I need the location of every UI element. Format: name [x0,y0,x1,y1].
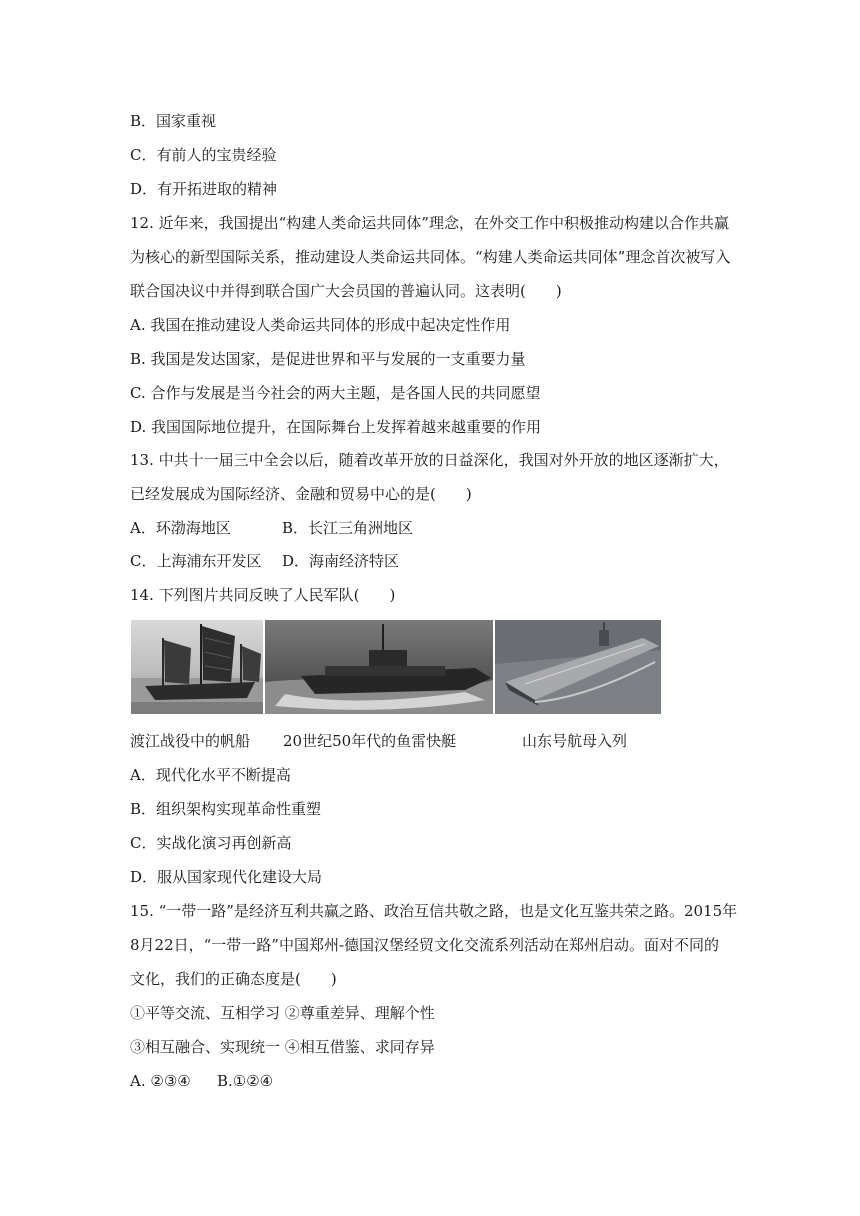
caption-torpedo-boat: 20世纪50年代的鱼雷快艇 [283,732,457,750]
q12-option-d: D. 我国国际地位提升，在国际舞台上发挥着越来越重要的作用 [130,418,542,436]
q15-stem-line-1: 15. “一带一路”是经济互利共赢之路、政治互信共敬之路，也是文化互鉴共荣之路。2015年 [130,902,738,920]
q14-option-c: C．实战化演习再创新高 [130,834,292,852]
q14-option-a: A．现代化水平不断提高 [130,766,291,784]
q14-option-b: B．组织架构实现革命性重塑 [130,800,322,818]
q12-stem-line-2: 为核心的新型国际关系，推动建设人类命运共同体。“构建人类命运共同体”理念首次被写入 [130,248,731,266]
q15-statement-2: ③相互融合、实现统一 ④相互借鉴、求同存异 [130,1038,435,1056]
q13-stem-line-1: 13. 中共十一届三中全会以后，随着改革开放的日益深化，我国对外开放的地区逐渐扩大， [130,451,729,469]
q12-option-a: A. 我国在推动建设人类命运共同体的形成中起决定性作用 [130,316,511,334]
q13-option-d: D．海南经济特区 [282,552,400,570]
caption-sailboats: 渡江战役中的帆船 [130,732,251,750]
q13-option-b: B．长江三角洲地区 [282,519,414,537]
q13-option-c: C．上海浦东开发区 [130,552,262,570]
q13-stem-line-2: 已经发展成为国际经济、金融和贸易中心的是( ) [130,485,472,503]
q11-option-d: D．有开拓进取的精神 [130,180,278,198]
q12-option-b: B. 我国是发达国家，是促进世界和平与发展的一支重要力量 [130,350,526,368]
aircraft-carrier-photo [495,620,661,714]
q12-stem-line-3: 联合国决议中并得到联合国广大会员国的普遍认同。这表明( ) [130,282,562,300]
q14-stem: 14. 下列图片共同反映了人民军队( ) [130,586,396,604]
q15-option-a: A. ②③④ [130,1072,191,1090]
sailboats-photo [131,620,263,714]
q15-statement-1: ①平等交流、互相学习 ②尊重差异、理解个性 [130,1004,435,1022]
q11-option-b: B．国家重视 [130,112,217,130]
q11-option-c: C．有前人的宝贵经验 [130,146,277,164]
q15-option-b: B.①②④ [217,1072,274,1090]
torpedo-boat-photo [265,620,493,714]
q15-stem-line-2: 8月22日，“一带一路”中国郑州-德国汉堡经贸文化交流系列活动在郑州启动。面对不同的 [130,936,720,954]
q13-option-a: A．环渤海地区 [130,519,231,537]
q12-option-c: C. 合作与发展是当今社会的两大主题，是各国人民的共同愿望 [130,384,541,402]
caption-aircraft-carrier: 山东号航母入列 [522,732,628,750]
q12-stem-line-1: 12. 近年来，我国提出“构建人类命运共同体”理念，在外交工作中积极推动构建以合作共赢 [130,214,729,232]
q14-option-d: D．服从国家现代化建设大局 [130,868,323,886]
q15-stem-line-3: 文化，我们的正确态度是( ) [130,970,337,988]
